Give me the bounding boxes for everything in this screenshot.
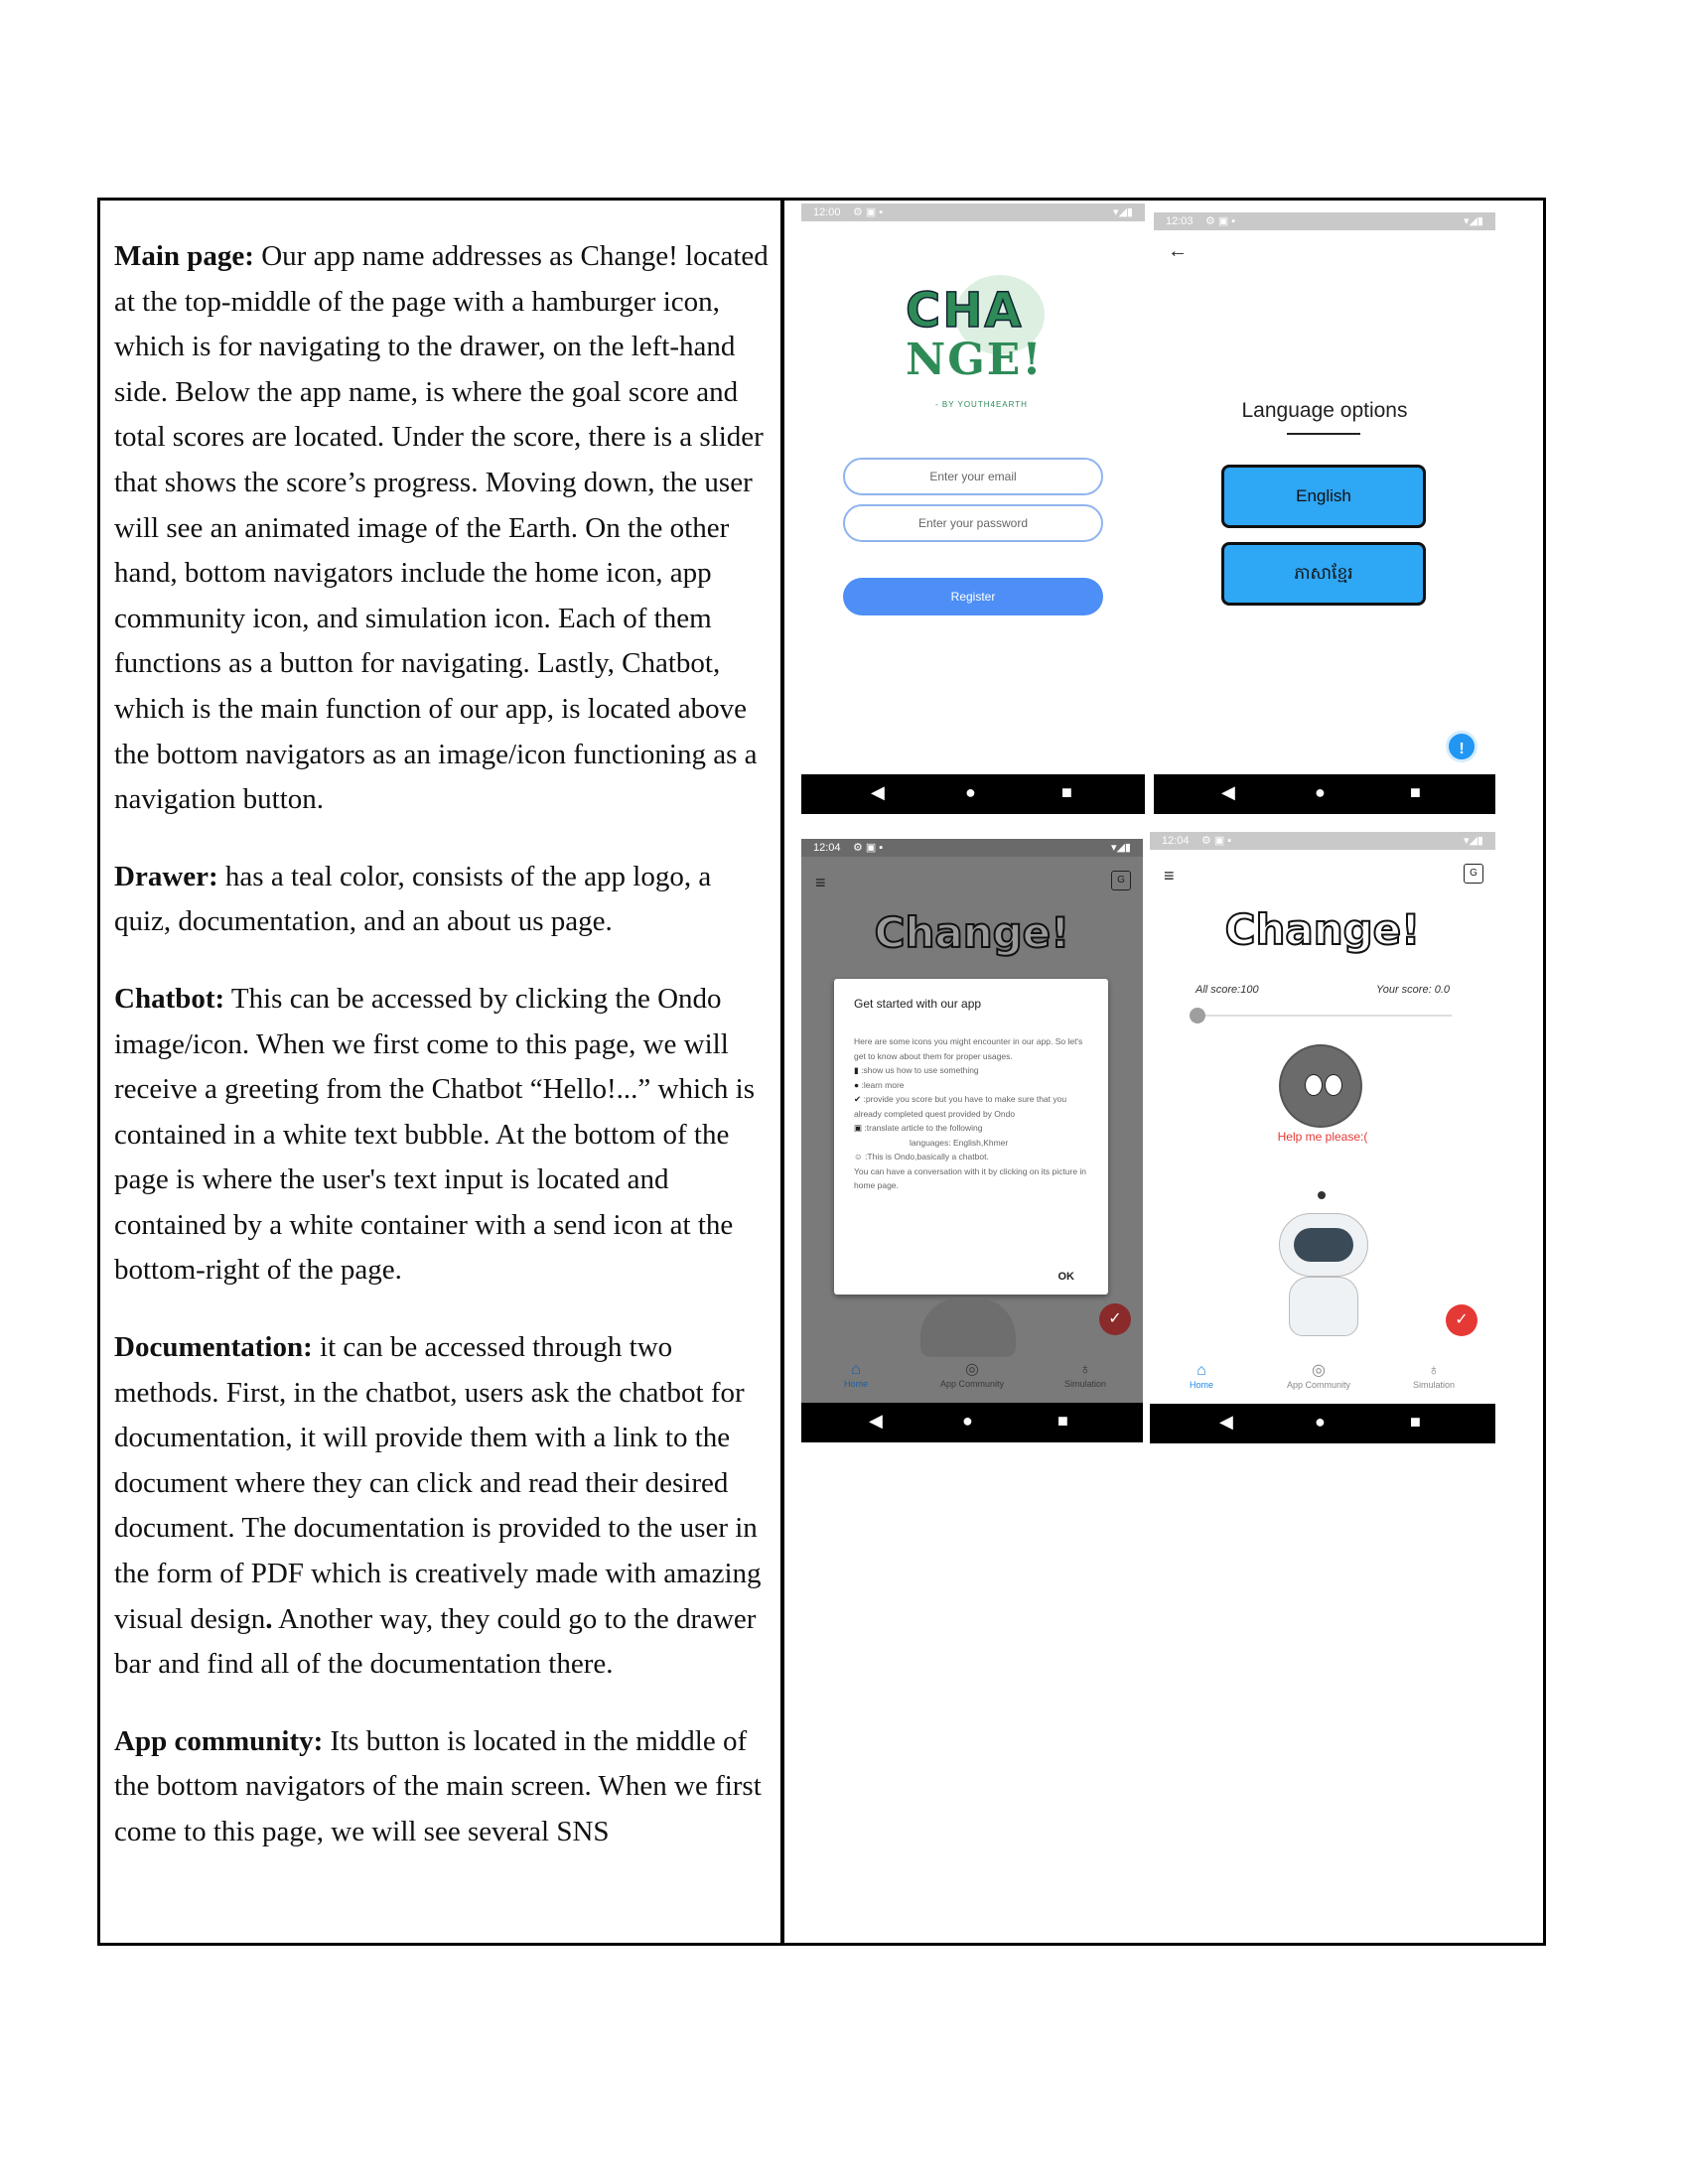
feedback-icon: ! bbox=[1459, 741, 1465, 757]
dialog-title: Get started with our app bbox=[854, 997, 982, 1011]
status-icons: ⚙▣▪ bbox=[1205, 215, 1239, 227]
main-page-heading: Main page: bbox=[114, 240, 254, 272]
android-nav-bar bbox=[1154, 774, 1495, 814]
globe-icon: ◎ bbox=[965, 1361, 979, 1378]
android-nav-bar bbox=[801, 774, 1145, 814]
dialog-line2: :learn more bbox=[861, 1079, 905, 1090]
home-nav-icon[interactable]: ● bbox=[965, 782, 976, 802]
status-time: 12:04 bbox=[1162, 835, 1190, 847]
slider-track bbox=[1190, 1015, 1452, 1017]
status-time: 12:04 bbox=[813, 842, 841, 854]
hamburger-icon[interactable]: ≡ bbox=[1164, 866, 1175, 886]
all-score-label: All score:100 bbox=[1196, 984, 1259, 996]
home-screenshot bbox=[1150, 832, 1495, 1443]
robot-partial bbox=[920, 1297, 1016, 1357]
recents-nav-icon[interactable]: ■ bbox=[1061, 782, 1072, 802]
nav-simulation[interactable] bbox=[1046, 1361, 1125, 1389]
nav-community-label: App Community bbox=[1286, 1380, 1351, 1390]
drawer-paragraph bbox=[114, 855, 774, 945]
earth-eye-left bbox=[1305, 1074, 1323, 1096]
email-field[interactable]: Enter your email bbox=[843, 458, 1103, 495]
recents-nav-icon[interactable]: ■ bbox=[1057, 1411, 1068, 1431]
app-title: Change! bbox=[874, 908, 1070, 957]
dialog-line6: You can have a conversation with it by clicking on its picture in home page. bbox=[854, 1165, 1087, 1190]
status-time: 12:03 bbox=[1166, 215, 1194, 227]
password-field[interactable]: Enter your password bbox=[843, 504, 1103, 542]
check-fab-icon[interactable]: ✓ bbox=[1099, 1303, 1131, 1335]
status-bar bbox=[801, 839, 1143, 857]
back-nav-icon[interactable]: ◀ bbox=[1219, 1412, 1233, 1432]
nav-community[interactable] bbox=[1279, 1362, 1358, 1390]
dialog-line4b: languages: English,Khmer bbox=[910, 1137, 1009, 1148]
dialog-line-score bbox=[854, 1092, 1092, 1121]
dialog-line4a: :translate article to the following bbox=[864, 1123, 983, 1133]
nav-community[interactable] bbox=[932, 1361, 1012, 1389]
dialog-line-info bbox=[854, 1063, 1092, 1078]
info-icon: ▮ bbox=[854, 1065, 859, 1075]
nav-home[interactable] bbox=[816, 1361, 896, 1389]
translate-icon[interactable]: G bbox=[1111, 871, 1131, 890]
dialog-line-learn bbox=[854, 1078, 1092, 1093]
battery-icon: ▾◢▮ bbox=[1463, 835, 1483, 847]
home-icon: ⌂ bbox=[1196, 1362, 1206, 1379]
nav-home-label: Home bbox=[843, 1379, 868, 1389]
chatbot-heading: Chatbot: bbox=[114, 982, 225, 1015]
score-slider[interactable] bbox=[1190, 1008, 1452, 1024]
robot-head bbox=[1279, 1213, 1368, 1277]
logo-byline: - BY YOUTH4EARTH bbox=[935, 400, 1028, 409]
register-screenshot bbox=[801, 204, 1145, 814]
nav-simulation-label: Simulation bbox=[1412, 1380, 1456, 1390]
ok-button[interactable]: OK bbox=[1057, 1271, 1074, 1283]
documentation-period: . bbox=[265, 1602, 273, 1635]
dialog-line1: :show us how to use something bbox=[861, 1065, 979, 1075]
robot-small-icon: ☺ bbox=[854, 1152, 863, 1161]
dialog-line-translate bbox=[854, 1121, 1092, 1136]
logo-line2: NGE! bbox=[906, 335, 1044, 385]
check-icon: ✔ bbox=[854, 1094, 862, 1104]
nav-simulation-label: Simulation bbox=[1063, 1379, 1107, 1389]
home-icon: ⌂ bbox=[851, 1361, 861, 1378]
status-icons: ⚙▣▪ bbox=[1201, 835, 1235, 847]
main-page-paragraph bbox=[114, 234, 774, 823]
back-nav-icon[interactable]: ◀ bbox=[871, 782, 885, 802]
translate-small-icon: ▣ bbox=[854, 1123, 863, 1133]
back-arrow-icon[interactable]: ← bbox=[1168, 240, 1188, 262]
column-divider bbox=[780, 201, 784, 1943]
feedback-fab[interactable] bbox=[1446, 731, 1477, 762]
status-icons: ⚙▣▪ bbox=[853, 842, 887, 854]
home-nav-icon[interactable]: ● bbox=[1315, 782, 1326, 802]
home-nav-icon[interactable]: ● bbox=[962, 1411, 973, 1431]
language-options-title: Language options bbox=[1241, 399, 1408, 422]
nav-simulation[interactable] bbox=[1394, 1362, 1474, 1390]
dialog-screenshot bbox=[801, 839, 1143, 1442]
battery-icon: ▾◢▮ bbox=[1110, 842, 1131, 854]
slider-thumb[interactable] bbox=[1190, 1008, 1205, 1024]
documentation-body-b: Another way, they could go to the drawer bar and find all of the documentation there. bbox=[114, 1602, 757, 1681]
community-paragraph bbox=[114, 1719, 774, 1855]
android-nav-bar bbox=[801, 1403, 1143, 1442]
document-table bbox=[97, 198, 1546, 1946]
nav-community-label: App Community bbox=[939, 1379, 1005, 1389]
dialog-line5: :This is Ondo,basically a chatbot. bbox=[865, 1152, 989, 1161]
recents-nav-icon[interactable]: ■ bbox=[1410, 1412, 1421, 1432]
ondo-chatbot-image[interactable] bbox=[1273, 1191, 1372, 1340]
status-icons: ⚙▣▪ bbox=[853, 206, 887, 218]
dialog-line3: :provide you score but you have to make sure that you already completed quest provided by Ondo bbox=[854, 1094, 1067, 1119]
help-text: Help me please:( bbox=[1277, 1130, 1368, 1144]
chatbot-paragraph bbox=[114, 977, 774, 1294]
chatbot-body: This can be accessed by clicking the Ondo image/icon. When we first come to this page, we will receive a greeting from the Chatbot “Hello!...” which is contained in a white text bubble. At the bottom of the page is where the user's text input is located and contained by a white container with a send icon at the bottom-right of the page. bbox=[114, 982, 756, 1287]
bulb-icon: ● bbox=[854, 1079, 860, 1090]
documentation-heading: Documentation: bbox=[114, 1331, 313, 1364]
lightbulb-icon: ♁ bbox=[1428, 1362, 1440, 1379]
robot-antenna bbox=[1318, 1191, 1326, 1199]
status-time: 12:00 bbox=[813, 206, 841, 218]
your-score-label: Your score: 0.0 bbox=[1376, 984, 1450, 996]
android-nav-bar bbox=[1150, 1404, 1495, 1443]
bottom-nav bbox=[1150, 1362, 1495, 1394]
battery-icon: ▾◢▮ bbox=[1463, 215, 1483, 227]
app-title: Change! bbox=[1224, 905, 1421, 954]
title-underline bbox=[1287, 433, 1360, 435]
drawer-heading: Drawer: bbox=[114, 860, 218, 892]
back-nav-icon[interactable]: ◀ bbox=[1221, 782, 1235, 802]
earth-eye-right bbox=[1325, 1074, 1342, 1096]
robot-body bbox=[1289, 1277, 1358, 1336]
community-body: Its button is located in the middle of the bottom navigators of the main screen. When we first come to this page, we will see several SNS bbox=[114, 1724, 762, 1847]
text-column bbox=[114, 234, 774, 1887]
drawer-body: has a teal color, consists of the app logo, a quiz, documentation, and an about us page. bbox=[114, 860, 712, 938]
documentation-body-a: it can be accessed through two methods. First, in the chatbot, users ask the chatbot for documentation, it will provide them with a link to the document where they can click and read their desired document. The documentation is provided to the user in the form of PDF which is creatively made with amazing visual design bbox=[114, 1331, 762, 1635]
dialog-line-ondo bbox=[854, 1150, 1092, 1164]
main-page-body: Our app name addresses as Change! located at the top-middle of the page with a hamburger icon, which is for navigating to the drawer, on the left-hand side. Below the app name, is where the goal score and total scores are located. Under the score, there is a slider that shows the score’s progress. Moving down, the user will see an animated image of the Earth. On the other hand, bottom navigators include the home icon, app community icon, and simulation icon. Each of them functions as a button for navigating. Lastly, Chatbot, which is the main function of our app, is located above the bottom navigators as an image/icon functioning as a navigation button. bbox=[114, 240, 769, 816]
community-heading: App community: bbox=[114, 1724, 324, 1757]
register-button[interactable]: Register bbox=[843, 578, 1103, 615]
bottom-nav bbox=[801, 1361, 1143, 1393]
app-logo bbox=[896, 265, 1074, 414]
get-started-dialog bbox=[834, 979, 1108, 1295]
lightbulb-icon: ♁ bbox=[1079, 1361, 1091, 1378]
documentation-paragraph bbox=[114, 1325, 774, 1688]
home-nav-icon[interactable]: ● bbox=[1315, 1412, 1326, 1432]
english-button[interactable]: English bbox=[1221, 465, 1426, 528]
recents-nav-icon[interactable]: ■ bbox=[1410, 782, 1421, 802]
status-bar bbox=[1154, 212, 1495, 230]
khmer-button[interactable]: ភាសាខ្មែរ bbox=[1221, 542, 1426, 606]
status-bar bbox=[1150, 832, 1495, 850]
battery-icon: ▾◢▮ bbox=[1112, 206, 1133, 218]
nav-home[interactable] bbox=[1162, 1362, 1241, 1390]
language-screenshot bbox=[1154, 212, 1495, 814]
back-nav-icon[interactable]: ◀ bbox=[869, 1411, 883, 1431]
status-bar bbox=[801, 204, 1145, 221]
dialog-body bbox=[854, 1034, 1092, 1193]
hamburger-icon[interactable]: ≡ bbox=[815, 873, 826, 892]
logo-line1: CHA bbox=[906, 283, 1024, 339]
nav-home-label: Home bbox=[1189, 1380, 1213, 1390]
check-fab-icon[interactable]: ✓ bbox=[1446, 1304, 1477, 1336]
earth-image bbox=[1279, 1044, 1362, 1128]
translate-icon[interactable]: G bbox=[1464, 864, 1483, 884]
globe-icon: ◎ bbox=[1312, 1362, 1326, 1379]
dialog-intro: Here are some icons you might encounter in our app. So let's get to know about them for proper usages. bbox=[854, 1036, 1083, 1061]
robot-face bbox=[1294, 1228, 1353, 1262]
